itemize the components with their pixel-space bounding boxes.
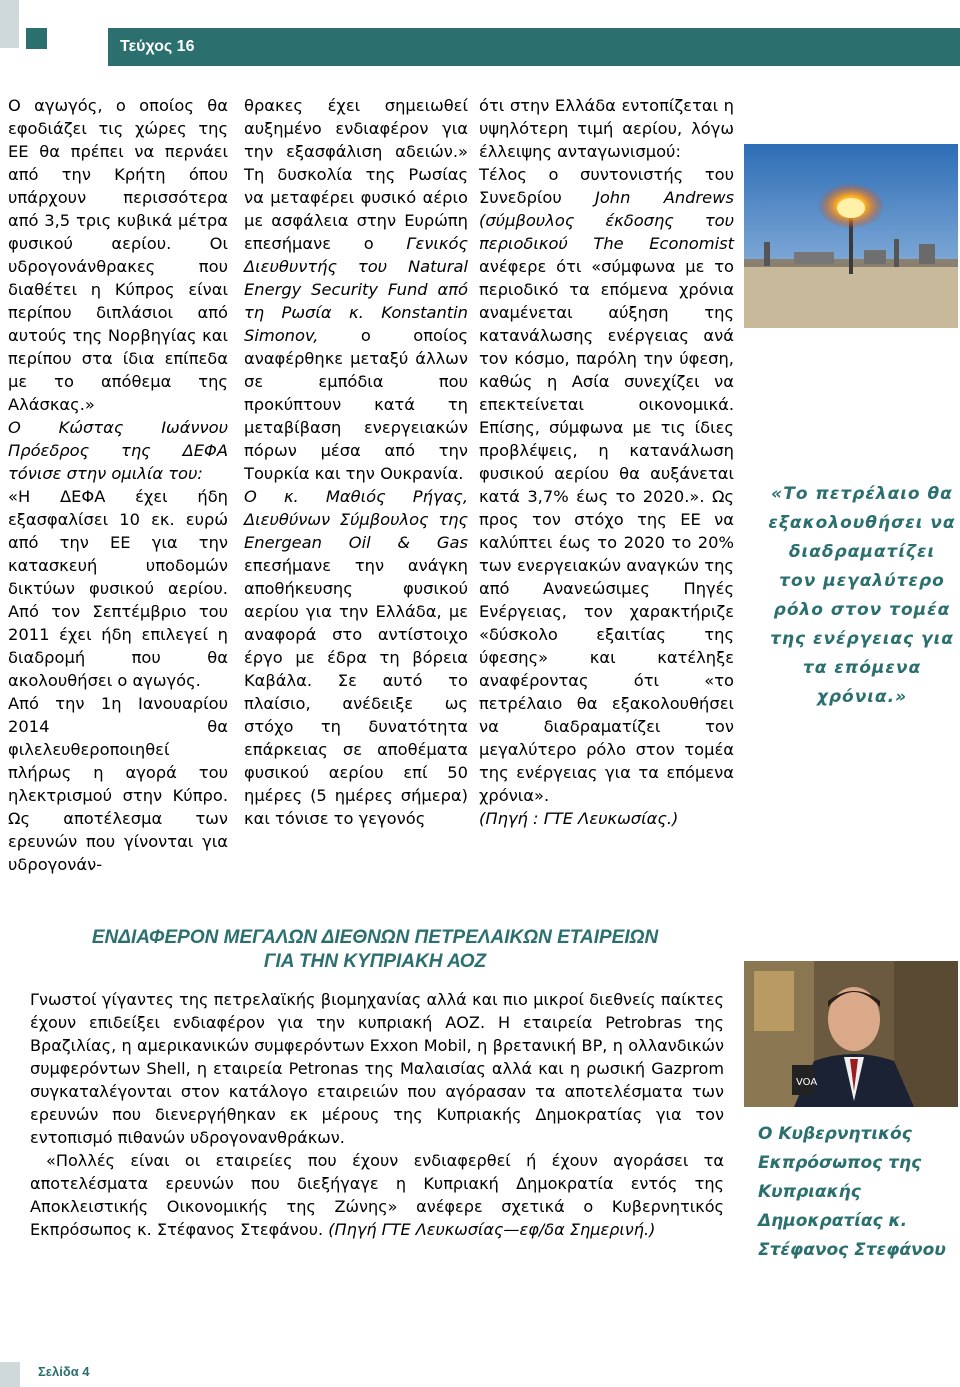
pull-quote: «Το πετρέλαιο θα εξακολουθήσει να διαδραματίζει τον μεγαλύτερο ρόλο στον τομέα της ενέργειας για τα επόμενα χρόνια.» [768,484,956,707]
col1-paragraph-4: Από την 1η Ιανουαρίου 2014 θα φιλελευθεροποιηθεί πλήρως η αγορά του ηλεκτρισμού στην Κύπρο. Ως αποτέλεσμα των ερευνών που γίνονται για υδρογονάν- [8,694,228,874]
gas-flare-photo [744,144,958,328]
col1-speaker-intro: Ο Κώστας Ιωάννου Πρόεδρος της ΔΕΦΑ τόνισε στην ομιλία του: [8,418,228,483]
issue-label: Τεύχος 16 [120,38,195,55]
col3-paragraph-2: Τέλος ο συντονιστής του Συνεδρίου John Andrews (σύμβουλος έκδοσης του περιοδικού The Economist ανέφερε ότι «σύμφωνα με το περιοδικό τα επόμενα χρόνια αναμένεται αύξηση της κατανάλωσης ενέργειας ανά τον κόσμο, παρόλη την ύφεση, καθώς η Ασία συνεχίζει να επεκτείνεται οικονομικά. Επίσης, σύμφωνα με τις ίδιες προβλέψεις, η κατανάλωση φυσικού αερίου θα αυξάνεται κατά 3,7% έως το 2020.». Ως προς τον στόχο της ΕΕ να καλύπτει έως το 2020 το 20% των ενεργειακών αναγκών της από Ανανεώσιμες Πηγές Ενέργειας, τον χαρακτήριζε «δύσκολο εξαιτίας της ύφεσης» και κατέληξε αναφέροντας ότι «το πετρέλαιο θα εξακολουθήσει να διαδραματίζει τον μεγαλύτερο ρόλο στον τομέα της ενέργειας για τα επόμενα χρόνια». [479,165,734,805]
header-bar [108,28,960,66]
header-decor-square-light [0,0,19,48]
col1-paragraph-3: «Η ΔΕΦΑ έχει ήδη εξασφαλίσει 10 εκ. ευρώ από την ΕΕ για την κατασκευή υποδομών δικτύων φυσικού αερίου. Από τον Σεπτέμβριο του 2011 έχει ήδη επιλεγεί η διαδρομή που θα ακολουθήσει ο αγωγός. [8,487,228,690]
column-1 [8,94,228,876]
photo-caption: Ο Κυβερνητικός Εκπρόσωπος της Κυπριακής Δημοκρατίας κ. Στέφανος Στεφάνου [758,1124,946,1260]
col2-paragraph-1: θρακες έχει σημειωθεί αυξημένο ενδιαφέρον για την εξασφάλιση αδειών.» Τη δυσκολία της Ρωσίας να μεταφέρει φυσικό αέριο με ασφάλεια στην Ευρώπη επεσήμανε ο Γενικός Διευθυντής του Natural Energy Security Fund από τη Ρωσία κ. Konstantin Simonov, ο οποίος αναφέρθηκε μεταξύ άλλων σε εμπόδια που προκύπτουν κατά τη μεταβίβαση ενεργειακών πόρων μέσα από την Τουρκία και την Ουκρανία. [244,96,468,483]
article2-paragraph-1: Γνωστοί γίγαντες της πετρελαϊκής βιομηχανίας αλλά και πιο μικροί διεθνείς παίκτες έχουν επιδείξει ενδιαφέρον για την κυπριακή ΑΟΖ. Η εταιρεία Petrobras της Βραζιλίας, η αμερικανικών συμφερόντων Exxon Mobil, η βρετανική BP, η ολλανδικών συμφερόντων Shell, η εταιρεία Petronas της Μαλαισίας αλλά και η ρωσική Gazprom συγκαταλέγονται στον κατάλογο εταιρειών που αγόρασαν τα αποτελέσματα των ερευνών που διενεργήθηκαν εκ μέρους της Κυπριακής Δημοκρατίας για τον εντοπισμό πιθανών υδρογονανθράκων. [30,990,724,1147]
col2-paragraph-2: Ο κ. Μαθιός Ρήγας, Διευθύνων Σύμβουλος της Energean Oil & Gas επεσήμανε την ανάγκη αποθήκευσης φυσικού αερίου για την Ελλάδα, με αναφορά στο αντίστοιχο έργο με έδρα τη βόρεια Καβάλα. Σε αυτό το πλαίσιο, ανέδειξε ως στόχο τη δυνατότητα επάρκειας σε αποθέματα φυσικού αερίου επί 50 ημέρες (5 ημέρες σήμερα) και τόνισε το γεγονός [244,487,468,828]
column-3 [479,94,734,830]
article2-body [30,988,724,1241]
col3-paragraph-1: ότι στην Ελλάδα εντοπίζεται η υψηλότερη τιμή αερίου, λόγω έλλειψης ανταγωνισμού: [479,96,734,161]
svg-text:VOA: VOA [796,1077,818,1088]
article2-paragraph-2: «Πολλές είναι οι εταιρείες που έχουν ενδιαφερθεί ή έχουν αγοράσει τα αποτελέσματα ερευνών που διεξήγαγε η Κυπριακή Δημοκρατία εντός της Αποκλειστικής Οικονομικής της Ζώνης» ανέφερε σχετικά ο Κυβερνητικός Εκπρόσωπος κ. Στέφανος Στεφάνου. (Πηγή ΓΤΕ Λευκωσίας—εφ/δα Σημερινή.) [30,1151,724,1239]
article2-headline: ΕΝΔΙΑΦΕΡΟΝ ΜΕΓΑΛΩΝ ΔΙΕΘΝΩΝ ΠΕΤΡΕΛΑΙΚΩΝ ΕΤΑΙΡΕΙΩΝ ΓΙΑ ΤΗΝ ΚΥΠΡΙΑΚΗ ΑΟΖ [91,927,659,972]
header-decor-square-dark [26,28,47,49]
spokesman-photo [744,961,958,1107]
page-number: Σελίδα 4 [38,1364,90,1379]
column-2 [244,94,468,830]
footer-decor-square [0,1362,20,1387]
col1-paragraph-1: Ο αγωγός, ο οποίος θα εφοδιάζει τις χώρες της ΕΕ θα πρέπει να περνάει από την Κρήτη όπου υπάρχουν περισσότερα από 3,5 τρις κυβικά μέτρα φυσικού αερίου. Οι υδρογονάνθρακες που διαθέτει η Κύπρος είναι περίπου διπλάσιοι από αυτούς της Νορβηγίας και περίπου στα ίδια επίπεδα με το απόθεμα της Αλάσκας.» [8,96,228,414]
col3-source: (Πηγή : ΓΤΕ Λευκωσίας.) [479,809,679,828]
